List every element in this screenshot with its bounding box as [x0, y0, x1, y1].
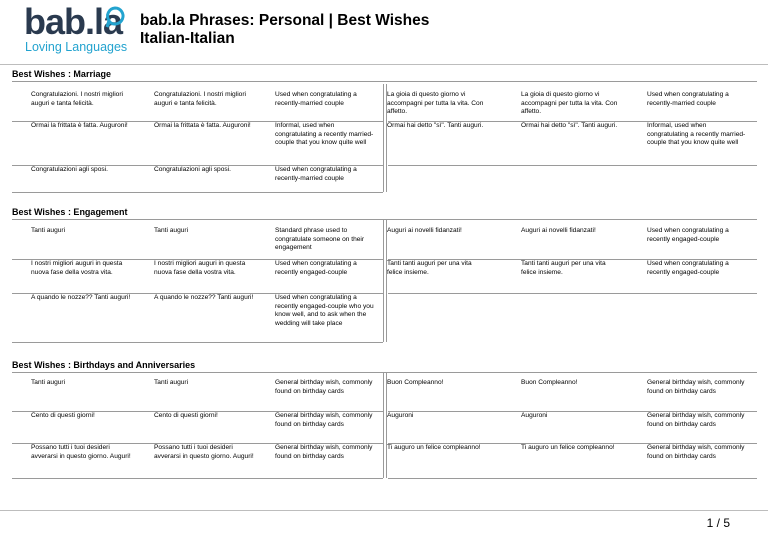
header-divider: [0, 64, 768, 65]
usage-note-cell: Informal, used when congratulating a recently married-couple that you know quite well: [647, 122, 746, 147]
usage-note-cell: Informal, used when congratulating a recently married-couple that you know quite well: [275, 122, 374, 147]
section-title: Best Wishes : Birthdays and Anniversaries: [12, 360, 196, 370]
usage-note-cell: General birthday wish, commonly found on birthday cards: [647, 379, 745, 395]
usage-note-cell: Used when congratulating a recently engaged-couple: [275, 260, 357, 276]
section-title: Best Wishes : Engagement: [12, 207, 128, 217]
translation-cell: La gioia di questo giorno vi accompagni per tutta la vita. Con affetto.: [521, 91, 618, 116]
page-number: 1 / 5: [706, 516, 730, 530]
phrase-cell: La gioia di questo giorno vi accompagni per tutta la vita. Con affetto.: [387, 91, 484, 116]
title-line-1: bab.la Phrases: Personal | Best Wishes: [140, 12, 430, 29]
phrase-cell: Auguri ai novelli fidanzati!: [387, 227, 462, 234]
phrase-cell: A quando le nozze?? Tanti auguri!: [31, 294, 131, 301]
phrase-cell: Auguroni: [387, 412, 414, 419]
phrase-cell: Ti auguro un felice compleanno!: [387, 444, 481, 451]
page-title: [140, 12, 429, 48]
phrase-cell: Congratulazioni agli sposi.: [31, 166, 108, 173]
translation-cell: Congratulazioni agli sposi.: [154, 166, 231, 173]
footer-divider: [0, 510, 768, 511]
row-divider: [12, 342, 383, 343]
phrase-cell: I nostri migliori auguri in questa nuova fase della vostra vita.: [31, 260, 123, 276]
section-divider: [12, 81, 757, 82]
usage-note-cell: Used when congratulating a recently engaged-couple who you know well, and to ask when the wedding will take place: [275, 294, 374, 327]
usage-note-cell: General birthday wish, commonly found on birthday cards: [275, 412, 373, 428]
phrase-cell: Ormai la frittata è fatta. Auguroni!: [31, 122, 128, 129]
usage-note-cell: Used when congratulating a recently engaged-couple: [647, 260, 729, 276]
translation-cell: Congratulazioni. I nostri migliori auguri e tanta felicità.: [154, 91, 246, 107]
translation-cell: A quando le nozze?? Tanti auguri!: [154, 294, 254, 301]
section-title: Best Wishes : Marriage: [12, 69, 111, 79]
phrase-cell: Congratulazioni. I nostri migliori auguri e tanta felicità.: [31, 91, 123, 107]
translation-cell: Auguri ai novelli fidanzati!: [521, 227, 596, 234]
phrase-cell: Tanti auguri: [31, 379, 66, 386]
usage-note-cell: General birthday wish, commonly found on birthday cards: [647, 412, 745, 428]
translation-cell: Tanti auguri: [154, 227, 189, 234]
translation-cell: Cento di questi giorni!: [154, 412, 218, 419]
translation-cell: Ormai hai detto "sì". Tanti auguri.: [521, 122, 618, 129]
translation-cell: Tanti tanti auguri per una vita felice insieme.: [521, 260, 606, 276]
phrase-cell: Tanti auguri: [31, 227, 66, 234]
phrase-cell: Possano tutti i tuoi desideri avverarsi in questo giorno. Auguri!: [31, 444, 131, 460]
usage-note-cell: Used when congratulating a recently-married couple: [647, 91, 729, 107]
row-divider: [388, 165, 757, 166]
translation-cell: Ormai la frittata è fatta. Auguroni!: [154, 122, 251, 129]
column-separator: [383, 220, 387, 342]
row-divider: [388, 478, 757, 479]
phrase-cell: Buon Compleanno!: [387, 379, 444, 386]
usage-note-cell: Used when congratulating a recently-married couple: [275, 166, 357, 182]
babla-logo: [24, 1, 134, 54]
usage-note-cell: Used when congratulating a recently engaged-couple: [647, 227, 729, 243]
usage-note-cell: General birthday wish, commonly found on birthday cards: [275, 444, 373, 460]
title-line-2: Italian-Italian: [140, 30, 235, 47]
translation-cell: Buon Compleanno!: [521, 379, 578, 386]
page-header: [0, 0, 768, 62]
translation-cell: Ti auguro un felice compleanno!: [521, 444, 615, 451]
row-divider: [388, 293, 757, 294]
usage-note-cell: Used when congratulating a recently-married couple: [275, 91, 357, 107]
translation-cell: Possano tutti i tuoi desideri avverarsi in questo giorno. Auguri!: [154, 444, 254, 460]
phrase-cell: Tanti tanti auguri per una vita felice insieme.: [387, 260, 472, 276]
logo-wordmark: bab.la: [24, 1, 123, 42]
usage-note-cell: General birthday wish, commonly found on birthday cards: [275, 379, 373, 395]
translation-cell: Auguroni: [521, 412, 548, 419]
phrase-cell: Ormai hai detto "sì". Tanti auguri.: [387, 122, 484, 129]
logo-tagline: Loving Languages: [25, 40, 128, 54]
row-divider: [12, 192, 383, 193]
column-separator: [383, 372, 387, 478]
usage-note-cell: Standard phrase used to congratulate someone on their engagement: [275, 227, 365, 252]
translation-cell: Tanti auguri: [154, 379, 189, 386]
translation-cell: I nostri migliori auguri in questa nuova fase della vostra vita.: [154, 260, 246, 276]
speech-bubble-icon: [104, 6, 126, 30]
row-divider: [12, 478, 383, 479]
usage-note-cell: General birthday wish, commonly found on birthday cards: [647, 444, 745, 460]
phrase-cell: Cento di questi giorni!: [31, 412, 95, 419]
